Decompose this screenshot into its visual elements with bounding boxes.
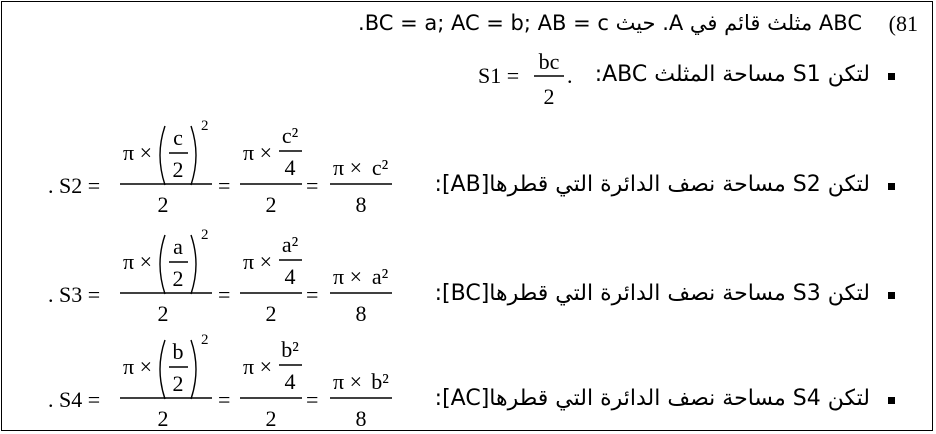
main-denominator: 2 xyxy=(157,192,169,217)
s3-lhs: . S3 = xyxy=(48,282,101,307)
s2-lhs: . S2 = xyxy=(48,173,101,198)
inner-numerator: a xyxy=(173,234,183,259)
a-squared: a² xyxy=(371,264,389,289)
exponent: 2 xyxy=(201,118,209,134)
pi-times: π × xyxy=(123,354,153,379)
exponent: 2 xyxy=(201,227,209,243)
pi-times: π × xyxy=(243,140,273,165)
equals: = xyxy=(218,387,231,412)
main-denominator: 2 xyxy=(265,192,277,217)
item-label-s3: لتكن S3 مساحة نصف الدائرة التي قطرها[BC]: xyxy=(434,281,870,306)
inner-numerator: b xyxy=(172,339,184,364)
problem-number: (81 xyxy=(888,11,918,36)
main-denominator: 2 xyxy=(265,406,277,431)
pi-times: π × xyxy=(123,249,153,274)
s4-lhs: . S4 = xyxy=(48,387,101,412)
eight: 8 xyxy=(355,192,367,217)
paren-left xyxy=(160,235,165,294)
equals: = xyxy=(306,282,319,307)
pi-times: π × xyxy=(333,155,363,180)
pi-times: π × xyxy=(123,140,153,165)
paren-left xyxy=(160,126,165,185)
four: 4 xyxy=(284,264,296,289)
s1-lhs: S1 = xyxy=(478,63,520,88)
paren-right xyxy=(191,235,196,294)
main-denominator: 2 xyxy=(157,406,169,431)
s1-denominator: 2 xyxy=(543,84,555,109)
paren-left xyxy=(160,340,165,399)
pi-times: π × xyxy=(333,369,363,394)
main-denominator: 2 xyxy=(157,301,169,326)
four: 4 xyxy=(284,155,296,180)
c-squared: c² xyxy=(371,155,389,180)
b-squared: b² xyxy=(371,369,389,394)
pi-times: π × xyxy=(243,249,273,274)
inner-denominator: 2 xyxy=(172,266,184,291)
formula-s3 xyxy=(48,227,392,326)
item-label-s2: لتكن S2 مساحة نصف الدائرة التي قطرها[AB]: xyxy=(434,172,870,197)
c-squared: c² xyxy=(281,123,299,148)
s1-numerator: bc xyxy=(538,49,560,74)
item-label-s1: لتكن S1 مساحة المثلث ABC: xyxy=(594,62,870,87)
inner-denominator: 2 xyxy=(172,371,184,396)
pi-times: π × xyxy=(243,354,273,379)
formula-s4 xyxy=(48,332,392,431)
equals: = xyxy=(218,282,231,307)
main-denominator: 2 xyxy=(265,301,277,326)
s1-end: . xyxy=(567,63,573,88)
item-label-s4: لتكن S4 مساحة نصف الدائرة التي قطرها[AC]: xyxy=(434,386,870,411)
eight: 8 xyxy=(355,301,367,326)
paren-right xyxy=(191,126,196,185)
equals: = xyxy=(218,173,231,198)
inner-numerator: c xyxy=(173,125,183,150)
formula-s2 xyxy=(48,118,392,217)
b-squared: b² xyxy=(281,337,299,362)
exponent: 2 xyxy=(201,332,209,348)
eight: 8 xyxy=(355,406,367,431)
pi-times: π × xyxy=(333,264,363,289)
equals: = xyxy=(306,387,319,412)
inner-denominator: 2 xyxy=(172,157,184,182)
equals: = xyxy=(306,173,319,198)
a-squared: a² xyxy=(281,232,299,257)
paren-right xyxy=(191,340,196,399)
four: 4 xyxy=(284,369,296,394)
problem-statement: ABC مثلث قائم في A. حيث BC = a; AC = b; AB = c. xyxy=(358,11,862,35)
